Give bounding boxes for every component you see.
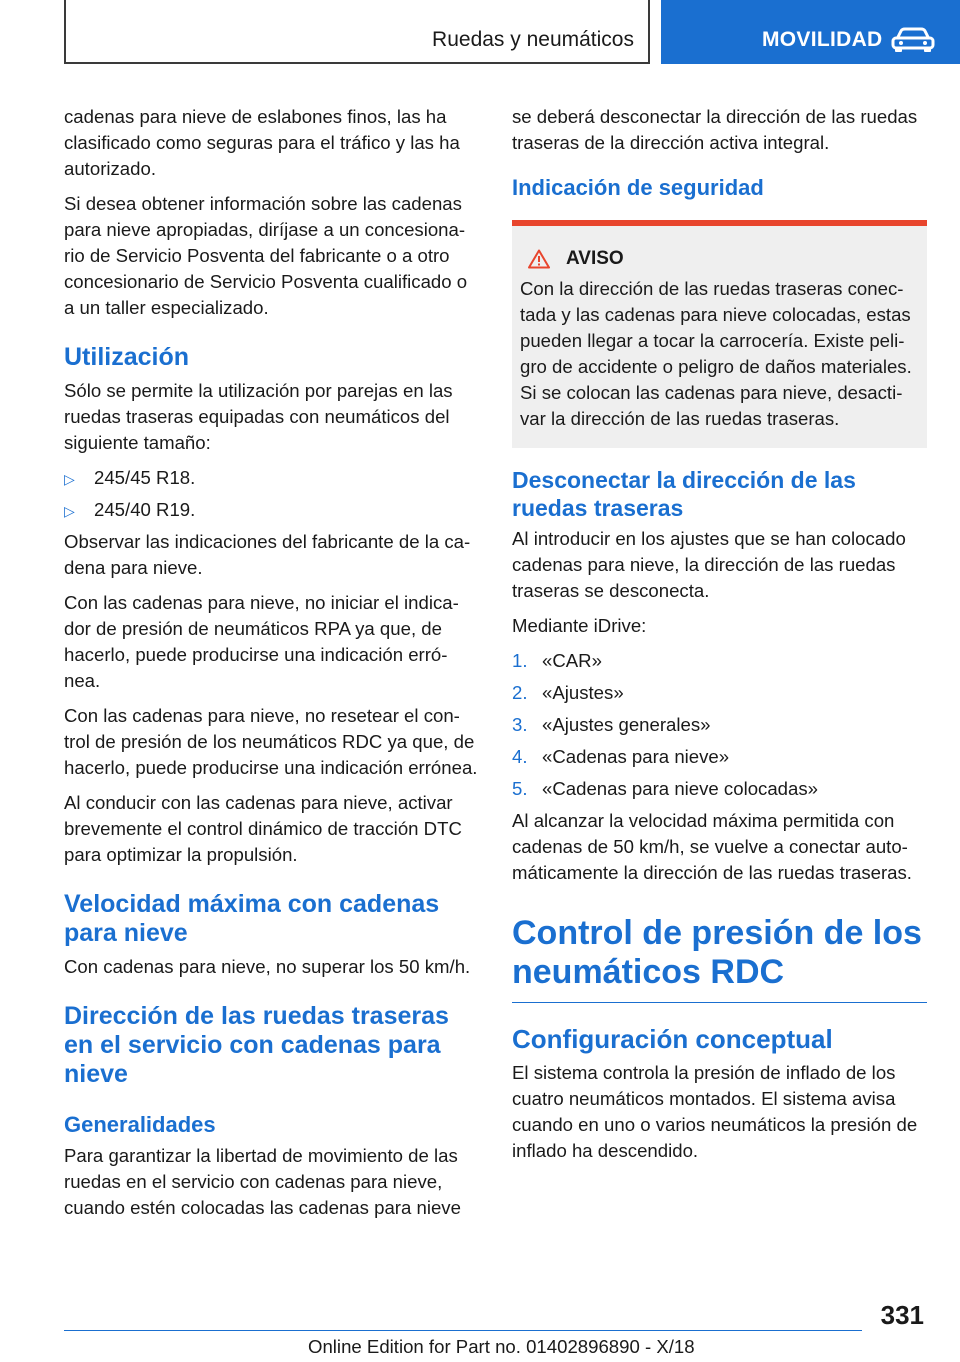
paragraph: Para garantizar la libertad de movimiento de las ruedas en el servicio con cadenas para nieve, cuando estén colocadas las cadenas para nieve [64, 1145, 461, 1218]
heading-configuracion: Configuración conceptual [512, 1024, 833, 1054]
idrive-steps [512, 648, 927, 802]
triangle-bullet-icon: ▷ [64, 503, 75, 519]
chapter-tab [661, 0, 960, 64]
heading-velocidad: Velocidad máxima con cadenas para nieve [64, 890, 440, 947]
paragraph: cadenas para nieve de eslabones finos, las ha clasificado como seguras para el tráfico y las ha autorizado. [64, 106, 460, 179]
heading-generalidades: Generalidades [64, 1112, 216, 1137]
warning-title: AVISO [566, 248, 624, 269]
tire-size-list [64, 465, 479, 523]
warning-header [520, 248, 919, 270]
paragraph: Si desea obtener información sobre las cadenas para nieve apropiadas, diríjase a un concesiona-rio de Servicio Posventa del fabricante o a otro concesionario de Servicio Posventa cualificado o a un taller especializado. [64, 193, 468, 318]
paragraph: Con las cadenas para nieve, no resetear el con-trol de presión de los neumáticos RDC ya que, de hacerlo, puede producirse una indicación errónea. [64, 705, 478, 778]
heading-utilizacion: Utilización [64, 343, 190, 371]
paragraph: se deberá desconectar la dirección de las ruedas traseras de la dirección activa integral. [512, 106, 918, 153]
paragraph: Al alcanzar la velocidad máxima permitida con cadenas de 50 km/h, se vuelve a conectar auto-máticamente la dirección de las ruedas traseras. [512, 810, 912, 883]
paragraph: Con las cadenas para nieve, no iniciar el indica-dor de presión de neumáticos RPA ya que, de hacerlo, puede producirse una indicación erró-nea. [64, 592, 459, 691]
car-icon [891, 27, 935, 53]
list-item: ▷ 245/40 R19. [64, 497, 479, 523]
paragraph: Observar las indicaciones del fabricante de la ca-dena para nieve. [64, 531, 471, 578]
paragraph: Sólo se permite la utilización por parejas en las ruedas traseras equipadas con neumáticos del siguiente tamaño: [64, 380, 453, 453]
paragraph: Mediante iDrive: [512, 615, 647, 636]
page-number: 331 [880, 1300, 924, 1330]
warning-text: Con la dirección de las ruedas traseras conec-tada y las cadenas para nieve colocadas, estas pueden llegar a tocar la carrocería. Existe peli-gro de accidente o peligro de daños materiales. Si se colocan las cadenas para nieve, desacti-var la dirección de las ruedas traseras. [520, 278, 912, 429]
paragraph: Al introducir en los ajustes que se han colocado cadenas para nieve, la dirección de las ruedas traseras se desconecta. [512, 528, 906, 601]
header-section-box [64, 0, 650, 64]
right-column [512, 104, 927, 1173]
list-item: 2. «Ajustes» [512, 682, 624, 703]
paragraph: Al conducir con las cadenas para nieve, activar brevemente el control dinámico de tracción DTC para optimizar la propulsión. [64, 792, 462, 865]
list-item: ▷ 245/45 R18. [64, 465, 479, 491]
heading-control-rdc: Control de presión de los neumáticos RDC [512, 914, 927, 1003]
list-item: 3. «Ajustes generales» [512, 714, 711, 735]
heading-seguridad: Indicación de seguridad [512, 175, 764, 200]
list-item: 4. «Cadenas para nieve» [512, 746, 730, 767]
warning-triangle-icon [528, 249, 550, 269]
chapter-title: MOVILIDAD [762, 28, 883, 51]
footer-divider [64, 1330, 862, 1331]
warning-box [512, 220, 927, 448]
footer-edition: Online Edition for Part no. 01402896890 - X/18 [308, 1336, 695, 1357]
triangle-bullet-icon: ▷ [64, 471, 75, 487]
list-item: 5. «Cadenas para nieve colocadas» [512, 778, 819, 799]
paragraph: El sistema controla la presión de inflado de los cuatro neumáticos montados. El sistema avisa cuando en uno o varios neumáticos la presión de inflado ha descendido. [512, 1062, 918, 1161]
paragraph: Con cadenas para nieve, no superar los 50 km/h. [64, 956, 471, 977]
left-column [64, 104, 479, 1230]
list-item: 1. «CAR» [512, 650, 602, 671]
section-title: Ruedas y neumáticos [432, 28, 634, 51]
heading-desconectar: Desconectar la dirección de las ruedas traseras [512, 467, 856, 521]
heading-direccion: Dirección de las ruedas traseras en el servicio con cadenas para nieve [64, 1002, 449, 1088]
